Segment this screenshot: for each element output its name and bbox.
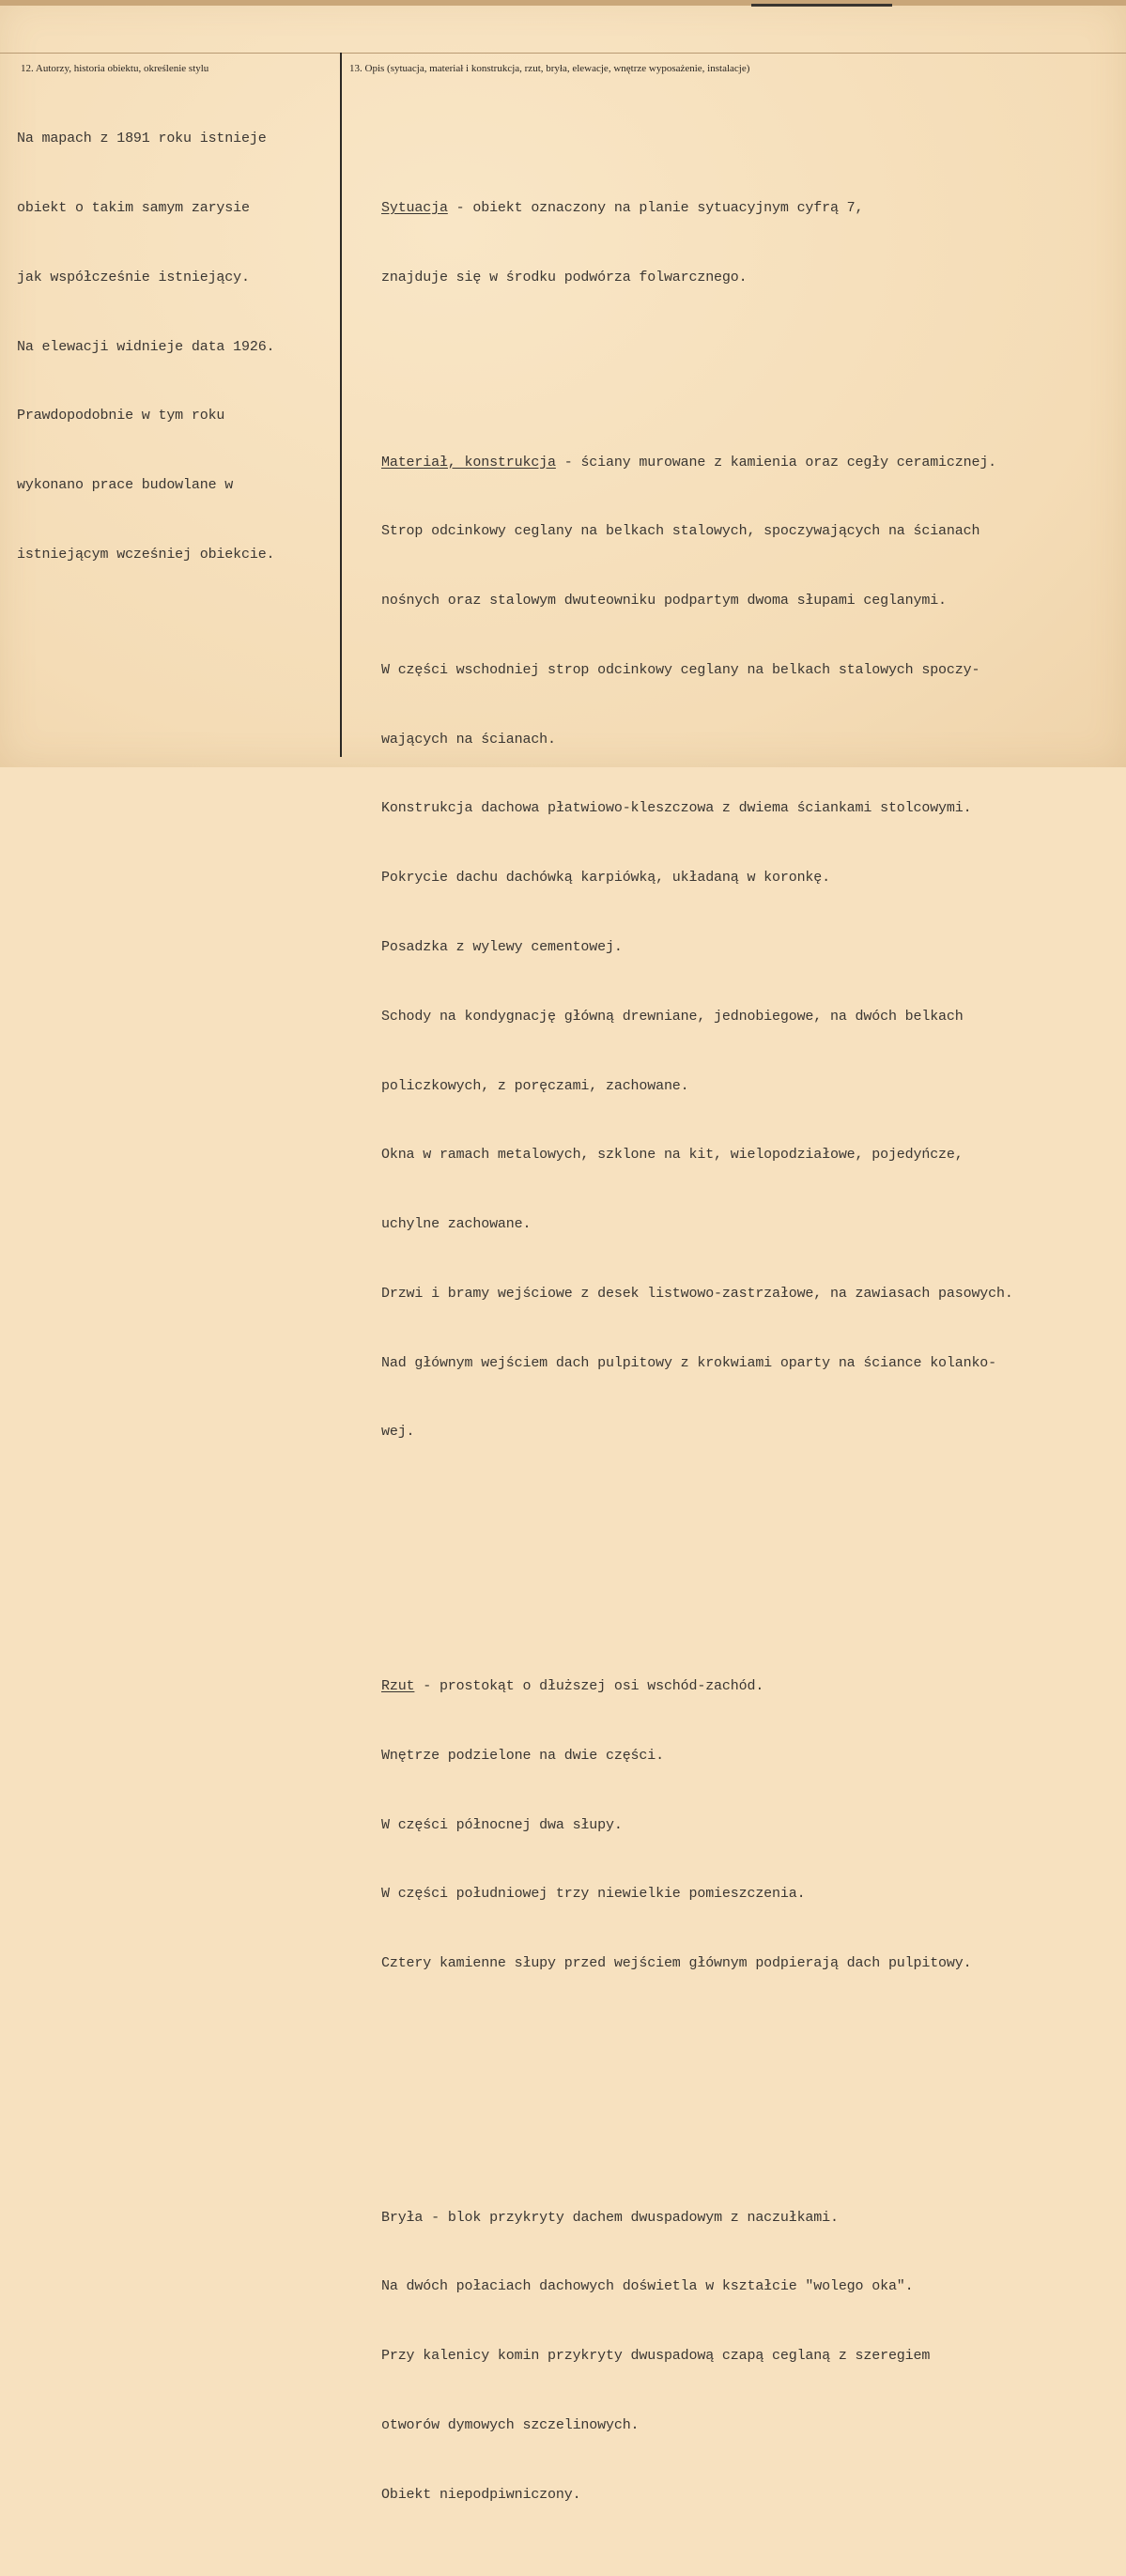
section-12-header: 12. Autorzy, historia obiektu, określenie stylu bbox=[21, 63, 209, 74]
mass-label: Bryła bbox=[381, 2209, 424, 2226]
paragraph-line: uchylne zachowane. bbox=[381, 1216, 532, 1233]
column-divider bbox=[340, 53, 342, 757]
plan-first-text: - prostokąt o dłuższej osi wschód-zachód. bbox=[414, 1677, 764, 1694]
paragraph-first-line bbox=[381, 197, 1013, 221]
paragraph-first-line bbox=[381, 452, 1013, 475]
plan-paragraph bbox=[381, 1629, 1013, 2022]
material-first-text: - ściany murowane z kamienia oraz cegły ceramicznej. bbox=[555, 454, 997, 470]
section-13-header: 13. Opis (sytuacja, materiał i konstrukcja, rzut, bryła, elewacje, wnętrze wyposażenie, instalacje) bbox=[349, 63, 750, 74]
paragraph-line: Okna w ramach metalowych, szklone na kit, wielopodziałowe, pojedyńcze, bbox=[381, 1147, 964, 1164]
section-12-line: Na elewacji widnieje data 1926. bbox=[17, 338, 275, 355]
section-12-line: obiekt o takim samym zarysie bbox=[17, 199, 250, 216]
paragraph-line: Schody na kondygnację główną drewniane, jednobiegowe, na dwóch belkach bbox=[381, 1008, 964, 1025]
paragraph-line: Pokrycie dachu dachówką karpiówką, układaną w koronkę. bbox=[381, 870, 830, 887]
section-12-line: Na mapach z 1891 roku istnieje bbox=[17, 131, 267, 147]
section-12-line: Prawdopodobnie w tym roku bbox=[17, 408, 225, 424]
paragraph-line: Obiekt niepodpiwniczony. bbox=[381, 2486, 581, 2503]
situation-paragraph bbox=[381, 151, 1013, 336]
situation-first-text: - obiekt oznaczony na planie sytuacyjnym cyfrą 7, bbox=[447, 199, 864, 216]
paragraph-line: wających na ścianach. bbox=[381, 731, 556, 748]
paragraph-line: nośnych oraz stalowym dwuteowniku podpartym dwoma słupami ceglanymi. bbox=[381, 593, 947, 609]
paragraph-line: wej. bbox=[381, 1424, 415, 1441]
paragraph-line: Strop odcinkowy ceglany na belkach stalowych, spoczywających na ścianach bbox=[381, 523, 980, 540]
top-ink-mark bbox=[751, 4, 892, 7]
paragraph-line: Wnętrze podzielone na dwie części. bbox=[381, 1747, 664, 1764]
paragraph-line: W części południowej trzy niewielkie pomieszczenia. bbox=[381, 1886, 806, 1903]
paragraph-first-line bbox=[381, 2207, 1013, 2230]
section-13-text bbox=[381, 82, 1013, 2576]
paragraph-line: W części wschodniej strop odcinkowy ceglany na belkach stalowych spoczy- bbox=[381, 661, 980, 678]
plan-label: Rzut bbox=[381, 1677, 415, 1694]
situation-label: Sytuacja bbox=[381, 199, 448, 216]
paragraph-line: Cztery kamienne słupy przed wejściem głównym podpierają dach pulpitowy. bbox=[381, 1955, 972, 1972]
paragraph-line: znajduje się w środku podwórza folwarcznego. bbox=[381, 269, 748, 285]
section-12-line: wykonano prace budowlane w bbox=[17, 477, 234, 494]
paragraph-line: W części północnej dwa słupy. bbox=[381, 1816, 623, 1833]
header-divider bbox=[0, 53, 1126, 54]
paragraph-line: Posadzka z wylewy cementowej. bbox=[381, 938, 623, 955]
paragraph-line: Konstrukcja dachowa płatwiowo-kleszczowa z dwiema ściankami stolcowymi. bbox=[381, 800, 972, 817]
paragraph-line: Przy kalenicy komin przykryty dwuspadową czapą ceglaną z szeregiem bbox=[381, 2348, 931, 2365]
section-12-line: istniejącym wcześniej obiekcie. bbox=[17, 546, 275, 563]
paragraph-line: otworów dymowych szczelinowych. bbox=[381, 2416, 640, 2433]
paragraph-first-line bbox=[381, 1675, 1013, 1699]
top-border bbox=[0, 0, 1126, 6]
section-12-line: jak współcześnie istniejący. bbox=[17, 269, 250, 285]
material-label: Materiał, konstrukcja bbox=[381, 454, 556, 470]
material-paragraph bbox=[381, 405, 1013, 1490]
section-12-text bbox=[17, 82, 274, 590]
paragraph-gap bbox=[381, 2068, 1013, 2091]
paragraph-line: Na dwóch połaciach dachowych doświetla w kształcie "wolego oka". bbox=[381, 2278, 914, 2295]
paragraph-line: policzkowych, z poręczami, zachowane. bbox=[381, 1077, 689, 1094]
paragraph-gap bbox=[381, 1536, 1013, 1560]
paragraph-line: Drzwi i bramy wejściowe z desek listwowo-zastrzałowe, na zawiasach pasowych. bbox=[381, 1285, 1013, 1302]
mass-first-text: - blok przykryty dachem dwuspadowym z naczułkami. bbox=[423, 2209, 839, 2226]
mass-paragraph bbox=[381, 2160, 1013, 2553]
paragraph-line: Nad głównym wejściem dach pulpitowy z krokwiami oparty na ściance kolanko- bbox=[381, 1354, 997, 1371]
